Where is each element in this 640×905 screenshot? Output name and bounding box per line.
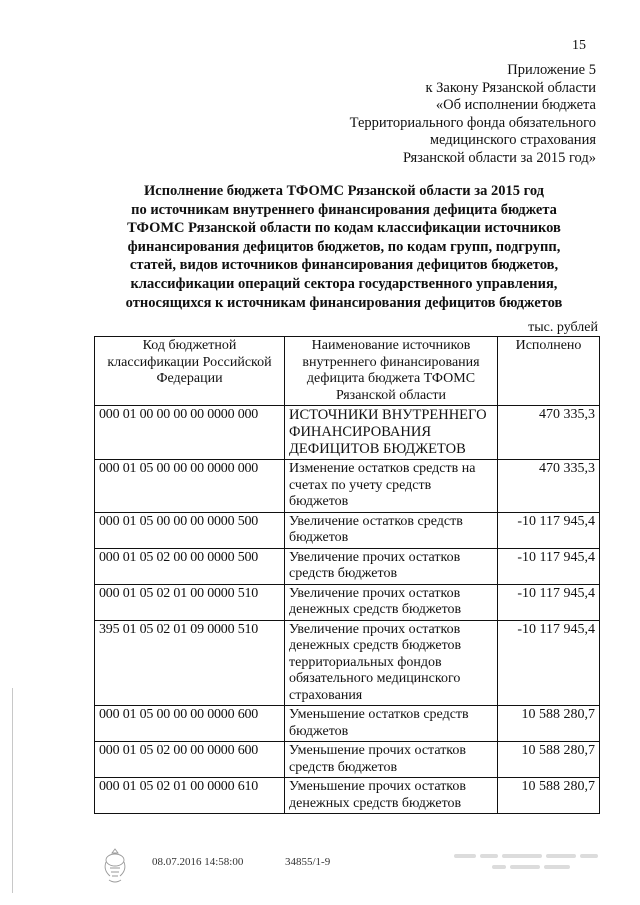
table-row <box>95 548 600 584</box>
row-amount: 470 335,3 <box>498 406 600 460</box>
table-row <box>95 742 600 778</box>
title-line: относящихся к источникам финансирования дефицитов бюджетов <box>125 294 563 311</box>
page-number: 15 <box>572 38 586 53</box>
row-name: Увеличение прочих остатков средств бюджетов <box>285 548 498 584</box>
margin-scan-line <box>12 688 13 893</box>
footer-doc-number: 34855/1-9 <box>285 856 331 868</box>
header-amount: Исполнено <box>498 337 600 406</box>
header-name: Наименование источников внутреннего финансирования дефицита бюджета ТФОМС Рязанской области <box>285 337 498 406</box>
row-name: Увеличение прочих остатков денежных средств бюджетов <box>285 584 498 620</box>
row-name: ИСТОЧНИКИ ВНУТРЕННЕГО ФИНАНСИРОВАНИЯ ДЕФИЦИТОВ БЮДЖЕТОВ <box>285 406 498 460</box>
row-amount: 10 588 280,7 <box>498 778 600 814</box>
row-amount: -10 117 945,4 <box>498 620 600 706</box>
row-amount: -10 117 945,4 <box>498 584 600 620</box>
row-name: Увеличение прочих остатков денежных средств бюджетов территориальных фондов обязательного медицинского страхования <box>285 620 498 706</box>
appendix-line: медицинского страхования <box>429 132 596 148</box>
row-name: Увеличение остатков средств бюджетов <box>285 512 498 548</box>
table-row <box>95 620 600 706</box>
table-row <box>95 512 600 548</box>
unit-note: тыс. рублей <box>528 320 598 335</box>
row-code: 000 01 05 02 01 00 0000 610 <box>95 778 285 814</box>
row-code: 000 01 00 00 00 00 0000 000 <box>95 406 285 460</box>
row-name: Изменение остатков средств на счетах по учету средств бюджетов <box>285 460 498 513</box>
row-code: 000 01 05 02 00 00 0000 500 <box>95 548 285 584</box>
document-title <box>84 182 604 312</box>
appendix-header <box>266 62 596 167</box>
table-row <box>95 778 600 814</box>
row-amount: 10 588 280,7 <box>498 742 600 778</box>
footer-date: 08.07.2016 14:58:00 <box>152 856 244 868</box>
row-amount: 470 335,3 <box>498 460 600 513</box>
appendix-line: «Об исполнении бюджета <box>435 97 596 113</box>
title-line: ТФОМС Рязанской области по кодам классификации источников <box>127 220 561 237</box>
watermark-stamp-icon <box>452 850 602 876</box>
row-name: Уменьшение прочих остатков денежных средств бюджетов <box>285 778 498 814</box>
row-code: 395 01 05 02 01 09 0000 510 <box>95 620 285 706</box>
title-line: Исполнение бюджета ТФОМС Рязанской области за 2015 год <box>143 183 544 199</box>
header-code: Код бюджетной классификации Российской Федерации <box>95 337 285 406</box>
row-code: 000 01 05 00 00 00 0000 500 <box>95 512 285 548</box>
row-code: 000 01 05 00 00 00 0000 600 <box>95 706 285 742</box>
table-header-row <box>95 337 600 406</box>
table-row <box>95 406 600 460</box>
title-line: по источникам внутреннего финансирования дефицита бюджета <box>131 201 557 218</box>
row-code: 000 01 05 02 00 00 0000 600 <box>95 742 285 778</box>
table-row <box>95 460 600 513</box>
appendix-line: Территориального фонда обязательного <box>349 114 596 131</box>
table-row <box>95 706 600 742</box>
appendix-line: к Закону Рязанской области <box>425 79 596 96</box>
row-code: 000 01 05 00 00 00 0000 000 <box>95 460 285 513</box>
row-name: Уменьшение прочих остатков средств бюджетов <box>285 742 498 778</box>
row-amount: -10 117 945,4 <box>498 512 600 548</box>
seal-icon <box>100 846 130 886</box>
budget-table <box>94 336 600 814</box>
row-name: Уменьшение остатков средств бюджетов <box>285 706 498 742</box>
appendix-line: Приложение 5 <box>507 62 596 78</box>
table-row <box>95 584 600 620</box>
row-amount: 10 588 280,7 <box>498 706 600 742</box>
row-amount: -10 117 945,4 <box>498 548 600 584</box>
title-line: финансирования дефицитов бюджетов, по кодам групп, подгрупп, <box>127 238 561 255</box>
row-code: 000 01 05 02 01 00 0000 510 <box>95 584 285 620</box>
title-line: классификации операций сектора государственного управления, <box>130 275 558 292</box>
appendix-line: Рязанской области за 2015 год» <box>402 149 596 166</box>
title-line: статей, видов источников финансирования дефицитов бюджетов, <box>129 257 559 274</box>
